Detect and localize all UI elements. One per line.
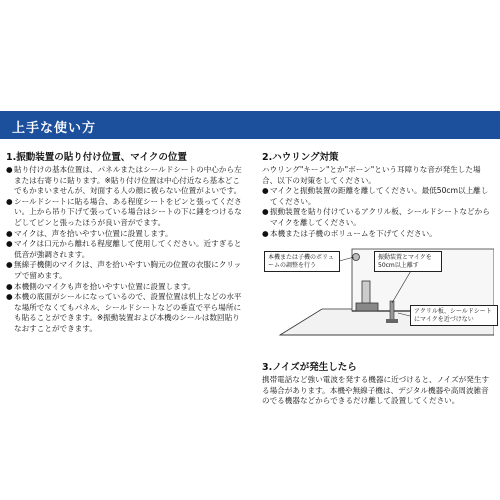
- howling-diagram: [262, 243, 494, 355]
- callout-distance: 振動装置とマイクを50cm以上離す: [374, 251, 442, 272]
- bullet-dot-icon: ●: [262, 186, 269, 196]
- section3-title: 3.ノイズが発生したら: [262, 362, 357, 374]
- microphone-base: [386, 319, 398, 323]
- section1-bullet: ●マイクは口元から離れる程度離して使用してください。近すぎると低音が強調されます。: [6, 239, 242, 259]
- mic-stand: [362, 281, 370, 305]
- section1-bullet: ●マイクは、声を拾いやすい位置に設置します。: [6, 228, 173, 238]
- main-unit-icon: [356, 303, 378, 311]
- bullet-dot-icon: ●: [6, 260, 13, 270]
- section1-bullet: ●本機の底面がシールになっているので、設置位置は机上などの水平な場所でなくてもパネル、シールドシートなどの垂直で平ら場所にも貼ることができます。※振動装置および本機のシールは数回貼りなおすことができます。: [6, 292, 242, 333]
- section2-title: 2.ハウリング対策: [262, 152, 339, 163]
- bullet-dot-icon: ●: [6, 281, 13, 291]
- section2-bullet: ●振動装置を貼り付けているアクリル板、シールドシートなどからマイクを離してください。: [262, 207, 490, 227]
- bullet-dot-icon: ●: [262, 207, 269, 217]
- bullet-dot-icon: ●: [6, 196, 13, 206]
- section1-title: 1.振動装置の貼り付け位置、マイクの位置: [6, 152, 187, 163]
- section2-bullet: ●マイクと振動装置の距離を離してください。最低50cm以上離してください。: [262, 186, 489, 206]
- bullet-dot-icon: ●: [6, 228, 13, 238]
- banner-title: 上手な使い方: [12, 121, 97, 136]
- microphone-icon: [390, 301, 394, 321]
- bullet-dot-icon: ●: [6, 165, 13, 174]
- section1-bullet: ●貼り付けの基本位置は、パネルまたはシールドシートの中心から左または右寄りに貼ります。※貼り付け位置は中心付近なら基本どこでもかまいませんが、対面する人の顔に被らない位置がよいです。: [6, 165, 242, 196]
- callout-acrylic: アクリル板、シールドシートにマイクを近づけない: [410, 305, 498, 326]
- section-banner: [0, 111, 500, 139]
- right-column: [262, 151, 494, 407]
- bullet-dot-icon: ●: [6, 292, 13, 302]
- bullet-dot-icon: ●: [6, 239, 13, 249]
- section1-bullet: ●本機側のマイクも声を拾いやすい位置に設置します。: [6, 281, 196, 291]
- left-column: [6, 151, 242, 335]
- section2-bullet: ●本機または子機のボリュームを下げてください。: [262, 228, 437, 238]
- callout-volume: 本機または子機のボリュームの調整を行う: [264, 251, 340, 272]
- section1-bullet: ●シールドシートに貼る場合、ある程度シートをピンと張ってください。上から吊り下げて張っている場合はシートの下に錘をつけるなどしてピンと張ったほうが良い音がでます。: [6, 196, 242, 227]
- bullet-dot-icon: ●: [262, 228, 269, 238]
- section1-bullet: ●無線子機側のマイクは、声を拾いやすい胸元の位置の衣服にクリップで留めます。: [6, 260, 242, 280]
- section2-intro: ハウリング"キーン"とか"ボーン"という耳障りな音が発生した場合、以下の対策をしてください。: [262, 165, 481, 185]
- section3-text: 携帯電話など強い電波を発する機器に近づけると、ノイズが発生する場合があります。本機や無線子機は、デジタル機器や高周波雑音のでる機器などからできるだけ離して設置してください。: [262, 375, 490, 406]
